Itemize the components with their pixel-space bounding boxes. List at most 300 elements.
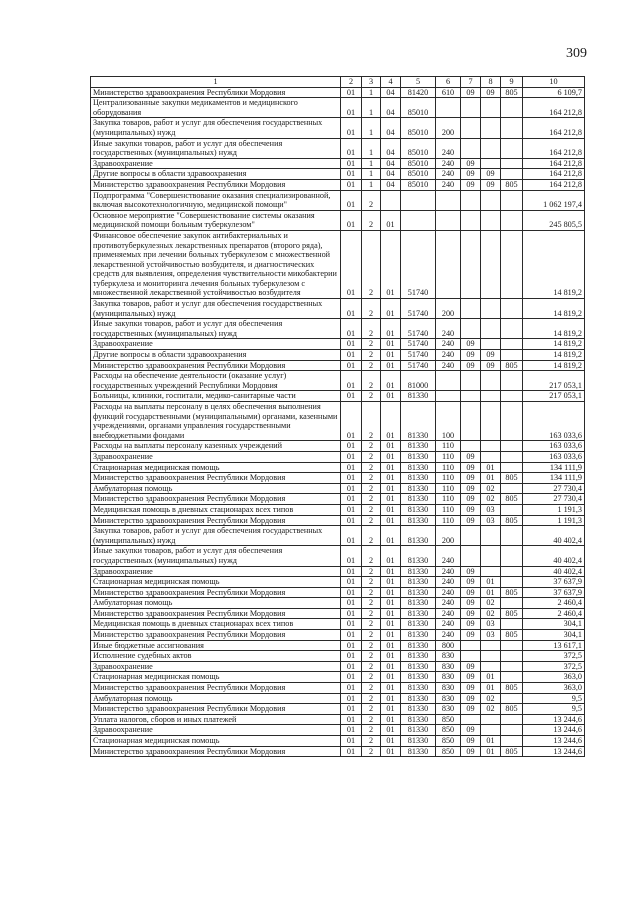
code-cell: 01 xyxy=(341,210,362,230)
code-cell: 09 xyxy=(461,693,481,704)
table-row xyxy=(91,371,585,391)
code-cell: 2 xyxy=(362,360,381,371)
code-cell: 01 xyxy=(381,651,401,662)
table-row xyxy=(91,587,585,598)
amount-cell: 37 637,9 xyxy=(523,587,585,598)
row-name-cell: Здравоохранение xyxy=(91,661,341,672)
amount-cell: 304,1 xyxy=(523,619,585,630)
code-cell: 240 xyxy=(436,158,461,169)
code-cell: 81330 xyxy=(401,619,436,630)
amount-cell: 14 819,2 xyxy=(523,350,585,361)
row-name-cell: Расходы на выплаты персоналу в целях обеспечения выполнения функций государственными (муниципальными) органами, казенными учреждениями, органами управления государственными внебюджетными фондами xyxy=(91,402,341,441)
code-cell: 2 xyxy=(362,473,381,484)
code-cell: 2 xyxy=(362,494,381,505)
code-cell: 09 xyxy=(461,515,481,526)
row-name-cell: Министерство здравоохранения Республики Мордовия xyxy=(91,683,341,694)
code-cell: 1 xyxy=(362,138,381,158)
table-row xyxy=(91,693,585,704)
code-cell: 81330 xyxy=(401,577,436,588)
code-cell xyxy=(461,190,481,210)
code-cell: 02 xyxy=(481,608,501,619)
table-row xyxy=(91,118,585,138)
table-row xyxy=(91,402,585,441)
code-cell: 09 xyxy=(461,704,481,715)
row-name-cell: Министерство здравоохранения Республики Мордовия xyxy=(91,360,341,371)
code-cell: 240 xyxy=(436,546,461,566)
table-row xyxy=(91,608,585,619)
code-cell: 2 xyxy=(362,190,381,210)
amount-cell: 2 460,4 xyxy=(523,598,585,609)
amount-cell: 134 111,9 xyxy=(523,473,585,484)
code-cell: 2 xyxy=(362,451,381,462)
code-cell: 01 xyxy=(341,483,362,494)
code-cell: 110 xyxy=(436,483,461,494)
code-cell: 805 xyxy=(501,360,523,371)
code-cell: 01 xyxy=(341,736,362,747)
code-cell: 110 xyxy=(436,441,461,452)
code-cell xyxy=(501,391,523,402)
code-cell: 09 xyxy=(461,158,481,169)
code-cell: 81330 xyxy=(401,462,436,473)
code-cell xyxy=(501,651,523,662)
code-cell xyxy=(481,339,501,350)
code-cell: 850 xyxy=(436,746,461,757)
code-cell xyxy=(481,640,501,651)
row-name-cell: Здравоохранение xyxy=(91,451,341,462)
code-cell xyxy=(461,651,481,662)
code-cell: 01 xyxy=(341,704,362,715)
code-cell xyxy=(501,640,523,651)
code-cell: 85010 xyxy=(401,118,436,138)
code-cell: 01 xyxy=(341,672,362,683)
code-cell: 09 xyxy=(461,630,481,641)
table-row xyxy=(91,640,585,651)
row-name-cell: Исполнение судебных актов xyxy=(91,651,341,662)
table-row xyxy=(91,661,585,672)
row-name-cell: Стационарная медицинская помощь xyxy=(91,736,341,747)
code-cell: 805 xyxy=(501,608,523,619)
code-cell xyxy=(501,526,523,546)
table-row xyxy=(91,526,585,546)
code-cell: 2 xyxy=(362,515,381,526)
code-cell: 01 xyxy=(381,725,401,736)
code-cell xyxy=(461,299,481,319)
code-cell: 01 xyxy=(381,230,401,298)
code-cell xyxy=(501,118,523,138)
code-cell: 09 xyxy=(461,494,481,505)
amount-cell: 372,5 xyxy=(523,661,585,672)
code-cell: 01 xyxy=(381,683,401,694)
row-name-cell: Другие вопросы в области здравоохранения xyxy=(91,350,341,361)
code-cell: 03 xyxy=(481,504,501,515)
code-cell xyxy=(436,210,461,230)
code-cell: 51740 xyxy=(401,230,436,298)
row-name-cell: Закупка товаров, работ и услуг для обеспечения государственных (муниципальных) нужд xyxy=(91,118,341,138)
code-cell: 81330 xyxy=(401,640,436,651)
code-cell xyxy=(436,98,461,118)
row-name-cell: Закупка товаров, работ и услуг для обеспечения государственных (муниципальных) нужд xyxy=(91,299,341,319)
amount-cell: 13 244,6 xyxy=(523,714,585,725)
amount-cell: 304,1 xyxy=(523,630,585,641)
code-cell: 01 xyxy=(381,515,401,526)
code-cell xyxy=(481,546,501,566)
code-cell xyxy=(461,526,481,546)
code-cell: 01 xyxy=(381,391,401,402)
code-cell: 01 xyxy=(381,319,401,339)
code-cell: 01 xyxy=(381,494,401,505)
code-cell: 01 xyxy=(341,504,362,515)
code-cell: 240 xyxy=(436,608,461,619)
code-cell: 01 xyxy=(481,746,501,757)
code-cell xyxy=(461,640,481,651)
code-cell: 200 xyxy=(436,299,461,319)
column-header: 8 xyxy=(481,77,501,88)
code-cell: 01 xyxy=(341,619,362,630)
amount-cell: 13 617,1 xyxy=(523,640,585,651)
row-name-cell: Министерство здравоохранения Республики Мордовия xyxy=(91,630,341,641)
code-cell: 09 xyxy=(461,587,481,598)
table-row xyxy=(91,451,585,462)
code-cell xyxy=(481,299,501,319)
code-cell: 81000 xyxy=(401,371,436,391)
code-cell: 01 xyxy=(341,577,362,588)
code-cell xyxy=(501,504,523,515)
code-cell: 01 xyxy=(381,736,401,747)
code-cell: 01 xyxy=(381,746,401,757)
code-cell: 01 xyxy=(341,661,362,672)
row-name-cell: Медицинская помощь в дневных стационарах всех типов xyxy=(91,619,341,630)
code-cell: 01 xyxy=(341,299,362,319)
code-cell: 01 xyxy=(381,640,401,651)
code-cell: 51740 xyxy=(401,319,436,339)
code-cell: 805 xyxy=(501,87,523,98)
code-cell: 2 xyxy=(362,693,381,704)
row-name-cell: Расходы на обеспечение деятельности (оказание услуг) государственных учреждений Республики Мордовия xyxy=(91,371,341,391)
code-cell: 85010 xyxy=(401,179,436,190)
code-cell: 1 xyxy=(362,118,381,138)
row-name-cell: Стационарная медицинская помощь xyxy=(91,462,341,473)
code-cell: 850 xyxy=(436,714,461,725)
code-cell xyxy=(501,138,523,158)
row-name-cell: Министерство здравоохранения Республики Мордовия xyxy=(91,608,341,619)
table-row xyxy=(91,672,585,683)
code-cell xyxy=(461,402,481,441)
code-cell: 240 xyxy=(436,598,461,609)
code-cell: 805 xyxy=(501,473,523,484)
code-cell: 03 xyxy=(481,619,501,630)
row-name-cell: Здравоохранение xyxy=(91,725,341,736)
code-cell xyxy=(481,158,501,169)
row-name-cell: Министерство здравоохранения Республики Мордовия xyxy=(91,473,341,484)
code-cell: 04 xyxy=(381,87,401,98)
amount-cell: 9,5 xyxy=(523,693,585,704)
code-cell xyxy=(461,371,481,391)
code-cell xyxy=(461,714,481,725)
code-cell xyxy=(481,371,501,391)
code-cell: 2 xyxy=(362,651,381,662)
row-name-cell: Министерство здравоохранения Республики Мордовия xyxy=(91,494,341,505)
column-header: 6 xyxy=(436,77,461,88)
code-cell xyxy=(461,546,481,566)
code-cell: 81330 xyxy=(401,661,436,672)
row-name-cell: Иные закупки товаров, работ и услуг для обеспечения государственных (муниципальных) нужд xyxy=(91,319,341,339)
code-cell: 01 xyxy=(381,504,401,515)
code-cell: 1 xyxy=(362,98,381,118)
code-cell: 2 xyxy=(362,661,381,672)
amount-cell: 245 805,5 xyxy=(523,210,585,230)
code-cell: 09 xyxy=(461,473,481,484)
code-cell: 04 xyxy=(381,118,401,138)
code-cell xyxy=(481,319,501,339)
code-cell xyxy=(461,138,481,158)
code-cell xyxy=(501,350,523,361)
code-cell: 2 xyxy=(362,577,381,588)
table-row xyxy=(91,630,585,641)
code-cell: 240 xyxy=(436,138,461,158)
code-cell: 09 xyxy=(461,736,481,747)
code-cell: 830 xyxy=(436,704,461,715)
table-row xyxy=(91,683,585,694)
row-name-cell: Финансовое обеспечение закупок антибактериальных и противотуберкулезных лекарственных препаратов (второго ряда), применяемых при лечении больных туберкулезом с множественной лекарственной устойчивостью возбудителя, и диагностических средств для выявления, определения чувствительности микобактерии туберкулеза и мониторинга лечения больных туберкулезом с множественной лекарственной устойчивостью возбудителя xyxy=(91,230,341,298)
code-cell: 09 xyxy=(461,566,481,577)
code-cell: 01 xyxy=(481,683,501,694)
code-cell: 01 xyxy=(381,546,401,566)
amount-cell: 164 212,8 xyxy=(523,179,585,190)
code-cell: 110 xyxy=(436,451,461,462)
table-row xyxy=(91,566,585,577)
code-cell: 81330 xyxy=(401,483,436,494)
code-cell: 09 xyxy=(461,619,481,630)
amount-cell: 217 053,1 xyxy=(523,391,585,402)
code-cell: 02 xyxy=(481,483,501,494)
row-name-cell: Министерство здравоохранения Республики Мордовия xyxy=(91,87,341,98)
table-row xyxy=(91,138,585,158)
table-row xyxy=(91,598,585,609)
code-cell: 03 xyxy=(481,630,501,641)
code-cell: 805 xyxy=(501,683,523,694)
table-row xyxy=(91,190,585,210)
amount-cell: 363,0 xyxy=(523,683,585,694)
code-cell: 81330 xyxy=(401,587,436,598)
row-name-cell: Министерство здравоохранения Республики Мордовия xyxy=(91,704,341,715)
row-name-cell: Министерство здравоохранения Республики Мордовия xyxy=(91,179,341,190)
code-cell: 1 xyxy=(362,158,381,169)
column-header: 7 xyxy=(461,77,481,88)
amount-cell: 14 819,2 xyxy=(523,230,585,298)
amount-cell: 363,0 xyxy=(523,672,585,683)
code-cell: 240 xyxy=(436,350,461,361)
code-cell: 09 xyxy=(461,179,481,190)
code-cell xyxy=(481,190,501,210)
code-cell: 81330 xyxy=(401,504,436,515)
code-cell: 01 xyxy=(381,526,401,546)
code-cell xyxy=(501,714,523,725)
code-cell: 01 xyxy=(341,158,362,169)
table-row xyxy=(91,725,585,736)
row-name-cell: Министерство здравоохранения Республики Мордовия xyxy=(91,746,341,757)
code-cell: 01 xyxy=(341,462,362,473)
code-cell: 2 xyxy=(362,736,381,747)
row-name-cell: Амбулаторная помощь xyxy=(91,483,341,494)
code-cell: 01 xyxy=(341,179,362,190)
code-cell: 02 xyxy=(481,598,501,609)
code-cell xyxy=(401,210,436,230)
code-cell xyxy=(461,98,481,118)
code-cell: 01 xyxy=(341,598,362,609)
row-name-cell: Здравоохранение xyxy=(91,339,341,350)
code-cell: 110 xyxy=(436,462,461,473)
amount-cell: 14 819,2 xyxy=(523,339,585,350)
code-cell: 01 xyxy=(341,640,362,651)
code-cell: 81330 xyxy=(401,672,436,683)
code-cell: 2 xyxy=(362,640,381,651)
code-cell: 09 xyxy=(461,725,481,736)
table-row xyxy=(91,169,585,180)
code-cell: 09 xyxy=(481,87,501,98)
code-cell: 01 xyxy=(341,651,362,662)
code-cell: 240 xyxy=(436,179,461,190)
code-cell: 01 xyxy=(381,299,401,319)
code-cell: 01 xyxy=(341,402,362,441)
code-cell: 09 xyxy=(461,87,481,98)
code-cell: 240 xyxy=(436,577,461,588)
code-cell: 01 xyxy=(341,630,362,641)
table-row xyxy=(91,515,585,526)
code-cell: 81330 xyxy=(401,651,436,662)
code-cell xyxy=(481,441,501,452)
amount-cell: 40 402,4 xyxy=(523,526,585,546)
code-cell xyxy=(501,577,523,588)
code-cell: 01 xyxy=(381,577,401,588)
code-cell xyxy=(436,391,461,402)
code-cell: 01 xyxy=(381,451,401,462)
code-cell: 81330 xyxy=(401,598,436,609)
budget-table xyxy=(90,76,585,757)
table-row xyxy=(91,494,585,505)
row-name-cell: Амбулаторная помощь xyxy=(91,693,341,704)
code-cell xyxy=(461,118,481,138)
code-cell xyxy=(501,299,523,319)
code-cell: 09 xyxy=(461,169,481,180)
code-cell: 2 xyxy=(362,704,381,715)
row-name-cell: Министерство здравоохранения Республики Мордовия xyxy=(91,587,341,598)
row-name-cell: Иные закупки товаров, работ и услуг для обеспечения государственных (муниципальных) нужд xyxy=(91,546,341,566)
code-cell: 01 xyxy=(341,714,362,725)
column-header: 10 xyxy=(523,77,585,88)
table-row xyxy=(91,462,585,473)
table-row xyxy=(91,504,585,515)
code-cell xyxy=(501,190,523,210)
code-cell: 805 xyxy=(501,587,523,598)
code-cell: 01 xyxy=(341,360,362,371)
code-cell: 81330 xyxy=(401,546,436,566)
code-cell: 01 xyxy=(481,473,501,484)
code-cell: 2 xyxy=(362,630,381,641)
code-cell: 850 xyxy=(436,736,461,747)
code-cell: 81330 xyxy=(401,746,436,757)
amount-cell: 163 033,6 xyxy=(523,441,585,452)
code-cell: 81330 xyxy=(401,526,436,546)
code-cell: 01 xyxy=(341,546,362,566)
code-cell: 09 xyxy=(461,672,481,683)
code-cell: 240 xyxy=(436,566,461,577)
table-row xyxy=(91,210,585,230)
code-cell: 81330 xyxy=(401,515,436,526)
code-cell: 09 xyxy=(461,339,481,350)
code-cell: 85010 xyxy=(401,98,436,118)
code-cell: 09 xyxy=(461,577,481,588)
code-cell: 830 xyxy=(436,683,461,694)
code-cell: 01 xyxy=(381,598,401,609)
code-cell: 200 xyxy=(436,118,461,138)
row-name-cell: Подпрограмма "Совершенствование оказания специализированной, включая высокотехнологичную, медицинской помощи" xyxy=(91,190,341,210)
code-cell: 51740 xyxy=(401,360,436,371)
code-cell: 01 xyxy=(341,608,362,619)
code-cell: 240 xyxy=(436,169,461,180)
amount-cell: 9,5 xyxy=(523,704,585,715)
code-cell: 01 xyxy=(341,693,362,704)
code-cell: 01 xyxy=(341,118,362,138)
code-cell: 81330 xyxy=(401,402,436,441)
table-row xyxy=(91,158,585,169)
amount-cell: 40 402,4 xyxy=(523,546,585,566)
table-row xyxy=(91,746,585,757)
row-name-cell: Другие вопросы в области здравоохранения xyxy=(91,169,341,180)
amount-cell: 27 730,4 xyxy=(523,494,585,505)
amount-cell: 163 033,6 xyxy=(523,451,585,462)
amount-cell: 164 212,8 xyxy=(523,118,585,138)
code-cell: 200 xyxy=(436,526,461,546)
code-cell: 240 xyxy=(436,360,461,371)
code-cell: 01 xyxy=(381,693,401,704)
amount-cell: 2 460,4 xyxy=(523,608,585,619)
code-cell: 09 xyxy=(461,462,481,473)
row-name-cell: Иные бюджетные ассигнования xyxy=(91,640,341,651)
code-cell xyxy=(501,451,523,462)
code-cell: 01 xyxy=(341,526,362,546)
code-cell: 01 xyxy=(381,402,401,441)
code-cell: 01 xyxy=(381,473,401,484)
amount-cell: 27 730,4 xyxy=(523,483,585,494)
code-cell: 110 xyxy=(436,515,461,526)
code-cell xyxy=(481,451,501,462)
code-cell xyxy=(501,661,523,672)
code-cell: 2 xyxy=(362,598,381,609)
code-cell: 830 xyxy=(436,651,461,662)
code-cell: 2 xyxy=(362,441,381,452)
row-name-cell: Уплата налогов, сборов и иных платежей xyxy=(91,714,341,725)
code-cell: 01 xyxy=(341,566,362,577)
amount-cell: 163 033,6 xyxy=(523,402,585,441)
row-name-cell: Министерство здравоохранения Республики Мордовия xyxy=(91,515,341,526)
code-cell: 2 xyxy=(362,746,381,757)
code-cell: 01 xyxy=(381,441,401,452)
amount-cell: 1 062 197,4 xyxy=(523,190,585,210)
code-cell: 01 xyxy=(341,587,362,598)
code-cell: 09 xyxy=(461,598,481,609)
code-cell: 01 xyxy=(381,619,401,630)
table-header-row xyxy=(91,77,585,88)
amount-cell: 13 244,6 xyxy=(523,736,585,747)
code-cell: 01 xyxy=(381,483,401,494)
amount-cell: 217 053,1 xyxy=(523,371,585,391)
code-cell: 610 xyxy=(436,87,461,98)
code-cell: 2 xyxy=(362,608,381,619)
amount-cell: 13 244,6 xyxy=(523,746,585,757)
code-cell: 01 xyxy=(341,473,362,484)
code-cell: 1 xyxy=(362,179,381,190)
row-name-cell: Закупка товаров, работ и услуг для обеспечения государственных (муниципальных) нужд xyxy=(91,526,341,546)
